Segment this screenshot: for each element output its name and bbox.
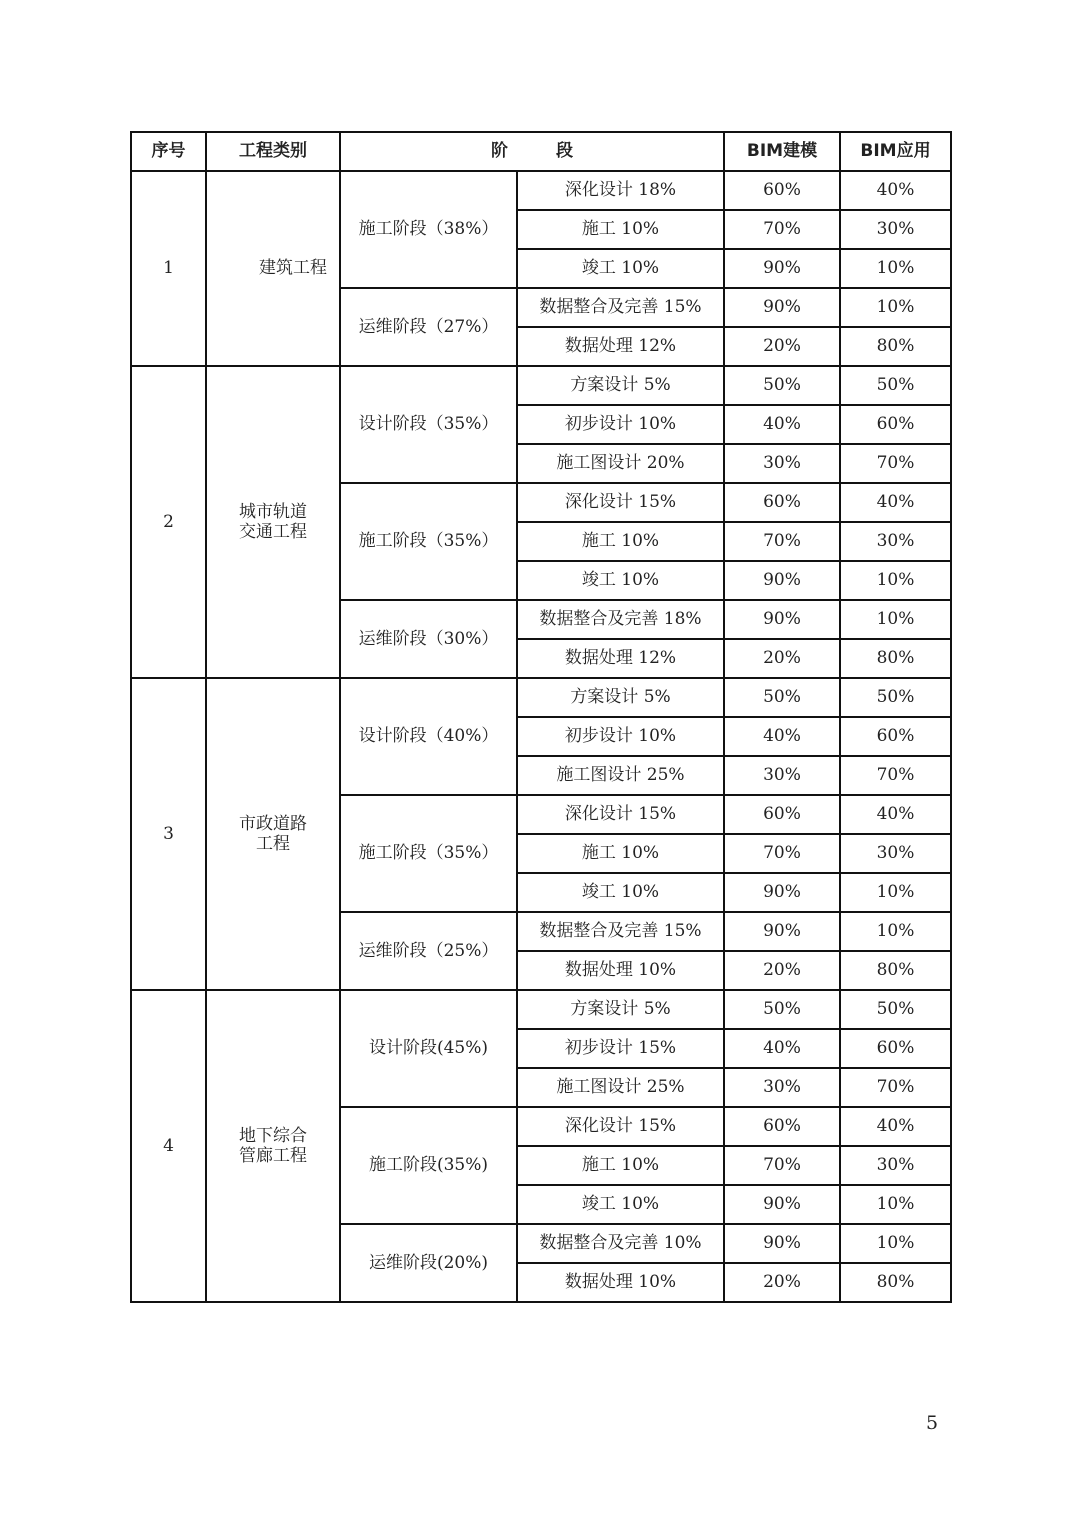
task-cell: 竣工 10% [517,1185,724,1224]
bim-fee-table [130,131,952,1303]
task-cell: 数据整合及完善 15% [517,912,724,951]
bim-app-cell: 70% [840,756,951,795]
phase-label: 运维阶段（30%） [340,600,517,678]
bim-app-cell: 70% [840,1068,951,1107]
table-body [131,171,951,1302]
bim-model-cell: 90% [724,249,840,288]
bim-app-cell: 50% [840,990,951,1029]
phase-label: 设计阶段（40%） [340,678,517,795]
phase-label: 设计阶段(45%) [340,990,517,1107]
category-line: 市政道路 [239,813,307,834]
task-cell: 施工 10% [517,1146,724,1185]
bim-app-cell: 40% [840,795,951,834]
task-cell: 深化设计 15% [517,483,724,522]
bim-model-cell: 90% [724,873,840,912]
phase-label: 施工阶段（35%） [340,483,517,600]
bim-app-cell: 70% [840,444,951,483]
bim-model-cell: 60% [724,1107,840,1146]
phase-label: 施工阶段(35%) [340,1107,517,1224]
row-number: 4 [131,990,206,1302]
task-cell: 数据处理 10% [517,1263,724,1302]
bim-model-cell: 70% [724,522,840,561]
page-number: 5 [926,1412,939,1434]
header-no: 序号 [131,132,206,171]
task-cell: 深化设计 18% [517,171,724,210]
bim-model-cell: 70% [724,1146,840,1185]
bim-model-cell: 90% [724,600,840,639]
bim-app-cell: 10% [840,288,951,327]
bim-model-cell: 90% [724,288,840,327]
phase-label: 设计阶段（35%） [340,366,517,483]
task-cell: 施工 10% [517,210,724,249]
task-cell: 施工图设计 25% [517,756,724,795]
project-category [206,366,340,678]
bim-model-cell: 70% [724,210,840,249]
bim-model-cell: 60% [724,171,840,210]
phase-label: 运维阶段（27%） [340,288,517,366]
header-bim-model: BIM建模 [724,132,840,171]
task-cell: 初步设计 10% [517,717,724,756]
task-cell: 深化设计 15% [517,1107,724,1146]
bim-model-cell: 50% [724,366,840,405]
row-number: 3 [131,678,206,990]
bim-app-cell: 30% [840,1146,951,1185]
bim-model-cell: 20% [724,1263,840,1302]
task-cell: 施工图设计 20% [517,444,724,483]
bim-model-cell: 90% [724,561,840,600]
bim-app-cell: 10% [840,873,951,912]
bim-model-cell: 60% [724,795,840,834]
bim-app-cell: 80% [840,327,951,366]
bim-model-cell: 20% [724,639,840,678]
task-cell: 深化设计 15% [517,795,724,834]
bim-model-cell: 20% [724,327,840,366]
phase-label: 运维阶段(20%) [340,1224,517,1302]
bim-model-cell: 60% [724,483,840,522]
phase-label: 施工阶段（35%） [340,795,517,912]
bim-app-cell: 50% [840,678,951,717]
phase-label: 运维阶段（25%） [340,912,517,990]
bim-model-cell: 30% [724,756,840,795]
task-cell: 数据处理 12% [517,327,724,366]
task-cell: 初步设计 15% [517,1029,724,1068]
table-row [131,990,951,1029]
header-bim-app: BIM应用 [840,132,951,171]
bim-model-cell: 30% [724,1068,840,1107]
bim-app-cell: 10% [840,249,951,288]
task-cell: 竣工 10% [517,561,724,600]
task-cell: 施工图设计 25% [517,1068,724,1107]
task-cell: 方案设计 5% [517,990,724,1029]
bim-app-cell: 40% [840,171,951,210]
task-cell: 数据处理 12% [517,639,724,678]
bim-app-cell: 30% [840,834,951,873]
bim-model-cell: 40% [724,717,840,756]
bim-model-cell: 70% [724,834,840,873]
bim-app-cell: 10% [840,1224,951,1263]
project-category [206,171,340,366]
bim-app-cell: 60% [840,405,951,444]
bim-model-cell: 20% [724,951,840,990]
task-cell: 数据整合及完善 18% [517,600,724,639]
header-category: 工程类别 [206,132,340,171]
bim-app-cell: 10% [840,912,951,951]
project-category [206,678,340,990]
header-stage [340,132,724,171]
category-line: 地下综合 [239,1125,307,1146]
header-stage-char1: 阶 [491,141,508,162]
bim-app-cell: 10% [840,1185,951,1224]
task-cell: 施工 10% [517,522,724,561]
bim-app-cell: 30% [840,210,951,249]
bim-model-cell: 90% [724,1224,840,1263]
category-line: 城市轨道 [239,501,307,522]
bim-app-cell: 10% [840,600,951,639]
task-cell: 数据处理 10% [517,951,724,990]
bim-app-cell: 80% [840,951,951,990]
category-line: 工程 [256,834,290,854]
table-row [131,678,951,717]
row-number: 1 [131,171,206,366]
task-cell: 方案设计 5% [517,678,724,717]
bim-app-cell: 50% [840,366,951,405]
task-cell: 施工 10% [517,834,724,873]
bim-app-cell: 40% [840,1107,951,1146]
row-number: 2 [131,366,206,678]
bim-app-cell: 60% [840,717,951,756]
bim-app-cell: 80% [840,639,951,678]
bim-app-cell: 10% [840,561,951,600]
header-stage-char2: 段 [556,141,573,162]
bim-model-cell: 40% [724,405,840,444]
bim-app-cell: 80% [840,1263,951,1302]
bim-model-cell: 50% [724,990,840,1029]
bim-model-cell: 90% [724,912,840,951]
bim-model-cell: 90% [724,1185,840,1224]
task-cell: 初步设计 10% [517,405,724,444]
task-cell: 数据整合及完善 15% [517,288,724,327]
header-row [131,132,951,171]
task-cell: 竣工 10% [517,249,724,288]
category-line: 交通工程 [239,522,307,542]
bim-model-cell: 50% [724,678,840,717]
bim-model-cell: 30% [724,444,840,483]
bim-app-cell: 30% [840,522,951,561]
bim-app-cell: 40% [840,483,951,522]
task-cell: 数据整合及完善 10% [517,1224,724,1263]
category-line: 建筑工程 [259,258,327,279]
task-cell: 竣工 10% [517,873,724,912]
category-line: 管廊工程 [239,1146,307,1166]
project-category [206,990,340,1302]
table-row [131,366,951,405]
phase-label: 施工阶段（38%） [340,171,517,288]
bim-model-cell: 40% [724,1029,840,1068]
bim-app-cell: 60% [840,1029,951,1068]
task-cell: 方案设计 5% [517,366,724,405]
table-row [131,171,951,210]
